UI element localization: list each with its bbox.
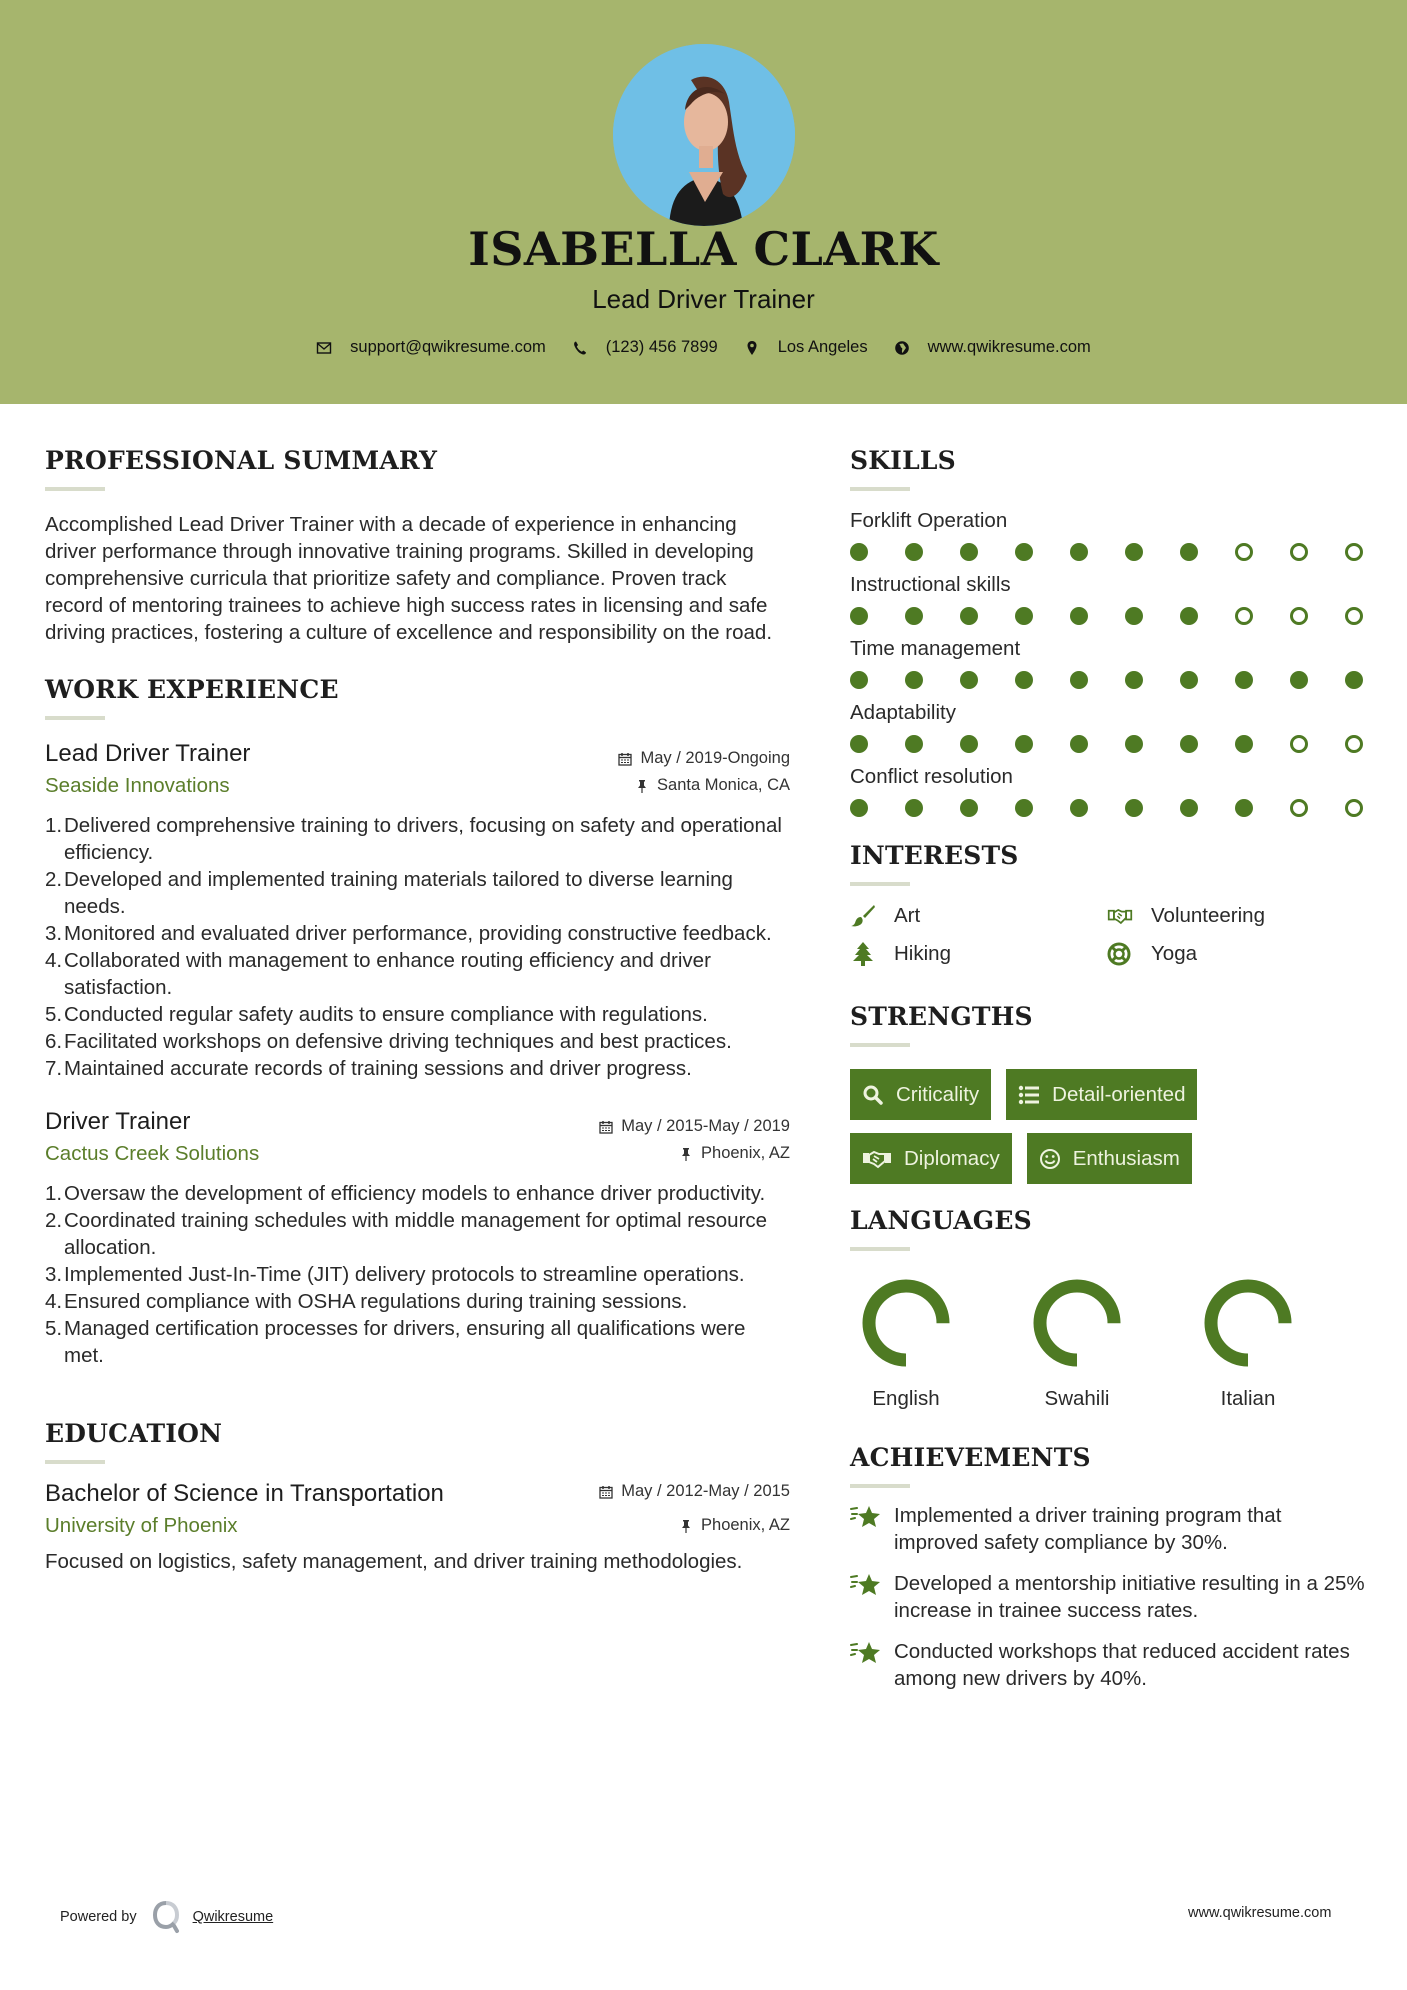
rating-dot-filled — [850, 543, 868, 561]
strengths-list — [850, 1069, 1370, 1184]
bullet-item: 3. Monitored and evaluated driver performance, providing constructive feedback. — [45, 922, 772, 945]
footer-website[interactable]: www.qwikresume.com — [1188, 1905, 1332, 1921]
bullet-item: 5. Conducted regular safety audits to ensure compliance with regulations. — [45, 1003, 708, 1026]
skill-rating — [850, 671, 1370, 689]
section-rule — [45, 487, 105, 491]
rating-dot-filled — [1180, 671, 1198, 689]
achievement-item: Conducted workshops that reduced accident rates among new drivers by 40%. — [850, 1638, 1370, 1692]
skill-rating — [850, 543, 1370, 561]
skills-section — [850, 446, 1370, 817]
bullet-item: 1. Oversaw the development of efficiency models to enhance driver productivity. — [45, 1182, 766, 1205]
contact-location-text: Los Angeles — [777, 338, 868, 356]
education-section — [45, 1419, 790, 1575]
rating-dot-empty — [1345, 543, 1363, 561]
rating-dot-empty — [1235, 607, 1253, 625]
handshake-icon — [1107, 904, 1133, 928]
rating-dot-filled — [1125, 607, 1143, 625]
section-title-languages: LANGUAGES — [850, 1206, 1032, 1235]
rating-dot-filled — [1125, 543, 1143, 561]
handshake-icon — [862, 1148, 892, 1170]
education-dates — [599, 1482, 790, 1501]
contact-email-text: support@qwikresume.com — [350, 338, 546, 356]
life-ring-icon — [1107, 942, 1133, 966]
rating-dot-empty — [1345, 607, 1363, 625]
languages-section — [850, 1206, 1370, 1411]
skills-list — [850, 509, 1370, 817]
skill-rating — [850, 735, 1370, 753]
education-dates-text: May / 2012-May / 2015 — [621, 1482, 790, 1500]
powered-by-label: Powered by — [60, 1909, 137, 1925]
rating-dot-filled — [1015, 799, 1033, 817]
summary-text: Accomplished Lead Driver Trainer with a decade of experience in enhancing driver performance through innovative training programs. Skilled in developing comprehensive curricula that prioritize safety and compliance. Proven track record of mentoring trainees to achieve high success rates in licensing and safe driving practices, fostering a culture of excellence and responsibility on the road. — [45, 513, 773, 644]
shooting-star-icon — [850, 1638, 882, 1668]
job-title: Lead Driver Trainer — [45, 740, 251, 767]
section-title-strengths: STRENGTHS — [850, 1002, 1033, 1031]
candidate-name: ISABELLA CLARK — [468, 222, 939, 276]
bullet-item: 2. Coordinated training schedules with middle management for optimal resource allocation. — [45, 1209, 768, 1259]
company-name: Seaside Innovations — [45, 774, 230, 797]
rating-dot-empty — [1345, 735, 1363, 753]
pushpin-icon — [679, 1519, 693, 1533]
calendar-icon — [599, 1485, 613, 1499]
rating-dot-filled — [1015, 735, 1033, 753]
qwikresume-link[interactable]: Qwikresume — [192, 1909, 274, 1925]
contact-phone[interactable] — [572, 338, 718, 357]
tree-icon — [850, 942, 876, 966]
rating-dot-filled — [850, 799, 868, 817]
job-header — [45, 1108, 790, 1136]
rating-dot-empty — [1290, 799, 1308, 817]
skill-rating — [850, 607, 1370, 625]
education-header — [45, 1480, 790, 1508]
globe-icon — [894, 340, 910, 356]
rating-dot-filled — [1125, 799, 1143, 817]
candidate-title: Lead Driver Trainer — [592, 284, 815, 314]
contact-bar — [0, 338, 1407, 357]
rating-dot-filled — [1180, 799, 1198, 817]
smile-icon — [1039, 1148, 1061, 1170]
job-dates — [618, 749, 790, 768]
contact-phone-text: (123) 456 7899 — [605, 338, 718, 356]
search-icon — [862, 1084, 884, 1106]
rating-dot-filled — [1015, 671, 1033, 689]
rating-dot-filled — [1070, 607, 1088, 625]
section-title-achievements: ACHIEVEMENTS — [850, 1443, 1091, 1472]
rating-dot-filled — [1235, 671, 1253, 689]
language-label: Swahili — [1044, 1387, 1110, 1410]
rating-dot-filled — [1070, 735, 1088, 753]
rating-dot-filled — [905, 735, 923, 753]
interest-item-volunteering: Volunteering — [1107, 904, 1357, 928]
education-subheader — [45, 1514, 790, 1538]
contact-website-text: www.qwikresume.com — [927, 338, 1091, 356]
rating-dot-filled — [960, 543, 978, 561]
map-marker-icon — [744, 340, 760, 356]
bullet-item: 1. Delivered comprehensive training to drivers, focusing on safety and operational efficiency. — [45, 814, 782, 864]
interest-item-yoga: Yoga — [1107, 942, 1357, 966]
skill-label: Forklift Operation — [850, 509, 1008, 532]
contact-location — [744, 338, 868, 357]
rating-dot-filled — [1070, 543, 1088, 561]
language-item — [1021, 1273, 1192, 1411]
job-location-text: Santa Monica, CA — [657, 776, 790, 794]
shooting-star-icon — [850, 1570, 882, 1600]
bullet-item: 7. Maintained accurate records of training sessions and driver progress. — [45, 1057, 692, 1080]
rating-dot-filled — [1290, 671, 1308, 689]
language-progress-ring — [1198, 1273, 1298, 1373]
language-label: English — [872, 1387, 940, 1410]
rating-dot-empty — [1290, 607, 1308, 625]
skill-rating — [850, 799, 1370, 817]
job-header — [45, 740, 790, 768]
experience-section — [45, 675, 790, 1369]
interest-item-hiking: Hiking — [850, 942, 1107, 966]
section-rule — [850, 1484, 910, 1488]
job-dates — [599, 1117, 790, 1136]
bullet-item: 2. Developed and implemented training materials tailored to diverse learning needs. — [45, 868, 733, 918]
rating-dot-filled — [1125, 671, 1143, 689]
skill-label: Time management — [850, 637, 1021, 660]
bullet-item: 4. Collaborated with management to enhance routing efficiency and driver satisfaction. — [45, 949, 711, 999]
rating-dot-filled — [1015, 543, 1033, 561]
calendar-icon — [618, 752, 632, 766]
rating-dot-filled — [1070, 799, 1088, 817]
job-subheader — [45, 774, 790, 798]
interests-section — [850, 841, 1370, 966]
resume-header — [0, 0, 1407, 404]
school-name: University of Phoenix — [45, 1514, 238, 1537]
language-progress-ring — [856, 1273, 956, 1373]
degree-name: Bachelor of Science in Transportation — [45, 1480, 444, 1507]
job-dates-text: May / 2019-Ongoing — [640, 749, 790, 767]
section-rule — [850, 1043, 910, 1047]
rating-dot-filled — [850, 607, 868, 625]
job-title: Driver Trainer — [45, 1108, 191, 1135]
left-column — [45, 446, 790, 1575]
achievements-list — [850, 1502, 1370, 1692]
language-label: Italian — [1220, 1387, 1276, 1410]
language-progress-ring — [1027, 1273, 1127, 1373]
rating-dot-filled — [1180, 607, 1198, 625]
strength-chip-enthusiasm: Enthusiasm — [1027, 1133, 1192, 1184]
rating-dot-filled — [1180, 735, 1198, 753]
section-rule — [850, 487, 910, 491]
rating-dot-filled — [905, 671, 923, 689]
rating-dot-filled — [905, 543, 923, 561]
rating-dot-filled — [960, 735, 978, 753]
achievements-section — [850, 1443, 1370, 1692]
rating-dot-empty — [1235, 543, 1253, 561]
phone-icon — [572, 340, 588, 356]
shooting-star-icon — [850, 1502, 882, 1532]
job-subheader — [45, 1142, 790, 1166]
achievement-item: Developed a mentorship initiative resulting in a 25% increase in trainee success rates. — [850, 1570, 1370, 1624]
bullet-item: 5. Managed certification processes for drivers, ensuring all qualifications were met. — [45, 1317, 746, 1367]
job-entry — [45, 740, 790, 1082]
strength-chip-diplomacy: Diplomacy — [850, 1133, 1012, 1184]
section-rule — [45, 1460, 105, 1464]
section-rule — [850, 1247, 910, 1251]
rating-dot-filled — [1180, 543, 1198, 561]
rating-dot-filled — [850, 671, 868, 689]
interest-item-art: Art — [850, 904, 1107, 928]
contact-website[interactable] — [894, 338, 1091, 357]
rating-dot-empty — [1290, 543, 1308, 561]
skill-label: Instructional skills — [850, 573, 1011, 596]
job-location — [635, 776, 790, 795]
education-location-text: Phoenix, AZ — [701, 1516, 790, 1534]
rating-dot-filled — [905, 607, 923, 625]
rating-dot-filled — [1235, 799, 1253, 817]
rating-dot-empty — [1345, 799, 1363, 817]
skill-label: Conflict resolution — [850, 765, 1013, 788]
languages-list — [850, 1273, 1370, 1411]
skill-label: Adaptability — [850, 701, 956, 724]
profile-photo-image — [613, 44, 795, 226]
envelope-icon — [316, 340, 332, 356]
section-title-summary: PROFESSIONAL SUMMARY — [45, 446, 438, 475]
strengths-section — [850, 1002, 1370, 1184]
pushpin-icon — [635, 779, 649, 793]
section-title-education: EDUCATION — [45, 1419, 223, 1448]
job-bullets — [45, 812, 790, 1082]
strengths-row — [850, 1133, 1370, 1184]
job-bullets — [45, 1180, 790, 1369]
rating-dot-filled — [960, 607, 978, 625]
rating-dot-filled — [960, 799, 978, 817]
qwikresume-logo-icon — [151, 1900, 181, 1934]
rating-dot-filled — [905, 799, 923, 817]
rating-dot-filled — [960, 671, 978, 689]
bullet-item: 6. Facilitated workshops on defensive driving techniques and best practices. — [45, 1030, 732, 1053]
strength-chip-criticality: Criticality — [850, 1069, 991, 1120]
bullet-item: 4. Ensured compliance with OSHA regulations during training sessions. — [45, 1290, 688, 1313]
calendar-icon — [599, 1120, 613, 1134]
bullet-item: 3. Implemented Just-In-Time (JIT) delivery protocols to streamline operations. — [45, 1263, 745, 1286]
job-entry — [45, 1108, 790, 1369]
education-description: Focused on logistics, safety management, and driver training methodologies. — [45, 1550, 743, 1573]
rating-dot-filled — [1070, 671, 1088, 689]
interests-grid — [850, 904, 1370, 966]
list-icon — [1018, 1084, 1040, 1106]
job-dates-text: May / 2015-May / 2019 — [621, 1117, 790, 1135]
section-rule — [850, 882, 910, 886]
right-column — [850, 446, 1370, 1692]
language-item — [1192, 1273, 1363, 1411]
footer-powered-by — [60, 1900, 273, 1934]
language-item — [850, 1273, 1021, 1411]
contact-email[interactable] — [316, 338, 546, 357]
rating-dot-filled — [1345, 671, 1363, 689]
job-location-text: Phoenix, AZ — [701, 1144, 790, 1162]
section-title-skills: SKILLS — [850, 446, 956, 475]
section-rule — [45, 716, 105, 720]
rating-dot-filled — [850, 735, 868, 753]
section-title-experience: WORK EXPERIENCE — [45, 675, 339, 704]
achievement-item: Implemented a driver training program that improved safety compliance by 30%. — [850, 1502, 1370, 1556]
section-title-interests: INTERESTS — [850, 841, 1019, 870]
job-location — [679, 1144, 790, 1163]
rating-dot-filled — [1125, 735, 1143, 753]
rating-dot-filled — [1235, 735, 1253, 753]
company-name: Cactus Creek Solutions — [45, 1142, 260, 1165]
strength-chip-detail-oriented: Detail-oriented — [1006, 1069, 1197, 1120]
rating-dot-empty — [1290, 735, 1308, 753]
summary-section — [45, 446, 790, 646]
rating-dot-filled — [1015, 607, 1033, 625]
pushpin-icon — [679, 1147, 693, 1161]
education-location — [679, 1516, 790, 1535]
strengths-row — [850, 1069, 1370, 1120]
profile-photo — [613, 44, 795, 226]
paint-brush-icon — [850, 904, 876, 928]
